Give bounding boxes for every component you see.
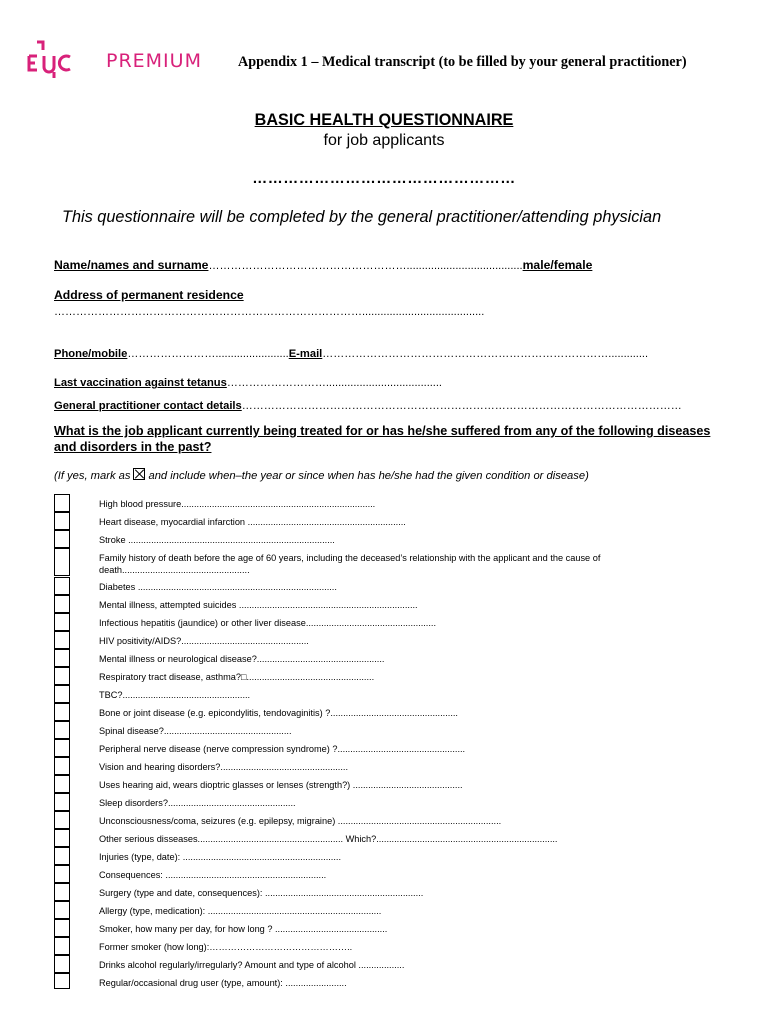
condition-checkbox[interactable] (54, 577, 70, 595)
email-dots: ……………………………………………………………………............. (322, 348, 649, 360)
condition-checkbox[interactable] (54, 548, 70, 576)
logo-text: PREMIUM (106, 50, 202, 72)
mark-instruction (54, 468, 589, 482)
condition-label: Smoker, how many per day, for how long ? ............................................ (99, 924, 388, 934)
condition-label: Vision and hearing disorders?.................................................. (99, 762, 349, 772)
condition-label: Stroke ................................................................................. (99, 535, 335, 545)
condition-label: Other serious disseases......................................................... Which?....................................................................... (99, 834, 558, 844)
condition-label: Infectious hepatitis (jaundice) or other liver disease................................................... (99, 618, 437, 628)
page-title: BASIC HEALTH QUESTIONNAIRE (254, 111, 514, 129)
gp-label: General practitioner contact details (54, 400, 242, 412)
condition-checkbox[interactable] (54, 649, 70, 667)
condition-label: Unconsciousness/coma, seizures (e.g. epilepsy, migraine) ................................................................ (99, 816, 502, 826)
tetanus-dots: ………………………...................................... (226, 377, 442, 389)
condition-checkbox[interactable] (54, 494, 70, 512)
disease-question: What is the job applicant currently being treated for or has he/she suffered from any of the following diseases and disorders in the past? (54, 424, 711, 454)
appendix-title: Appendix 1 – Medical transcript (to be filled by your general practitioner) (238, 54, 687, 70)
condition-checkbox[interactable] (54, 613, 70, 631)
condition-label: Former smoker (how long):……………………………………….. (99, 942, 353, 952)
condition-checkbox[interactable] (54, 847, 70, 865)
condition-label: Allergy (type, medication): .................................................................... (99, 906, 382, 916)
condition-label: Uses hearing aid, wears dioptric glasses or lenses (strength?) ........................................... (99, 780, 463, 790)
completion-note: This questionnaire will be completed by the general practitioner/attending physician (62, 208, 662, 226)
condition-checkbox[interactable] (54, 721, 70, 739)
condition-checkbox[interactable] (54, 703, 70, 721)
condition-checkbox[interactable] (54, 530, 70, 548)
name-dots: ………………………………………………...................................... (208, 260, 523, 272)
condition-checkbox[interactable] (54, 901, 70, 919)
condition-label: Spinal disease?.................................................. (99, 726, 292, 736)
condition-label: Bone or joint disease (e.g. epicondylitis, tendovaginitis) ?.................................................. (99, 708, 458, 718)
contact-row[interactable] (54, 348, 648, 360)
tetanus-field[interactable] (54, 377, 442, 389)
condition-label: TBC?.................................................. (99, 690, 251, 700)
condition-label: Surgery (type and date, consequences): .............................................................. (99, 888, 424, 898)
condition-checkbox[interactable] (54, 739, 70, 757)
condition-label: Diabetes .............................................................................. (99, 582, 337, 592)
condition-checkbox[interactable] (54, 685, 70, 703)
tetanus-label: Last vaccination against tetanus (54, 377, 227, 389)
condition-label: Heart disease, myocardial infarction .............................................................. (99, 517, 406, 527)
condition-label: Respiratory tract disease, asthma?□.................................................. (99, 672, 375, 682)
condition-checkbox[interactable] (54, 955, 70, 973)
address-label: Address of permanent residence (54, 288, 244, 302)
condition-checkbox[interactable] (54, 757, 70, 775)
condition-label: Peripheral nerve disease (nerve compression syndrome) ?.................................................. (99, 744, 466, 754)
condition-checkbox[interactable] (54, 595, 70, 613)
name-field[interactable] (54, 258, 592, 272)
euc-logo-icon (26, 40, 100, 80)
condition-checkbox[interactable] (54, 775, 70, 793)
condition-checkbox[interactable] (54, 512, 70, 530)
condition-label: Drinks alcohol regularly/irregularly? Amount and type of alcohol .................. (99, 960, 405, 970)
title-dots: …………………………………………… (252, 170, 516, 187)
condition-label: Regular/occasional drug user (type, amount): ........................ (99, 978, 347, 988)
phone-dots: ……………………........................ (127, 348, 289, 360)
condition-checkbox[interactable] (54, 829, 70, 847)
condition-label: Injuries (type, date): .............................................................. (99, 852, 342, 862)
instruction-start: (If yes, mark as (54, 470, 131, 482)
condition-checkbox[interactable] (54, 865, 70, 883)
condition-checkbox[interactable] (54, 919, 70, 937)
condition-checkbox[interactable] (54, 883, 70, 901)
name-label: Name/names and surname (54, 258, 209, 272)
condition-checkbox[interactable] (54, 667, 70, 685)
logo (26, 40, 202, 80)
condition-label: High blood pressure............................................................................ (99, 499, 376, 509)
gp-dots: ………………………………………………………………………………………………………… (241, 400, 682, 412)
condition-checkbox[interactable] (54, 937, 70, 955)
address-dots: …………………………………………………………………………........................................ (54, 306, 485, 318)
condition-checkbox[interactable] (54, 793, 70, 811)
address-label-row (54, 288, 244, 302)
address-field[interactable] (54, 306, 484, 318)
gender-label: male/female (522, 258, 593, 272)
phone-label: Phone/mobile (54, 348, 128, 360)
gp-field[interactable] (54, 400, 682, 412)
email-label: E-mail (288, 348, 323, 360)
condition-checkbox[interactable] (54, 631, 70, 649)
condition-label: Mental illness, attempted suicides ...................................................................... (99, 600, 418, 610)
x-mark-icon (133, 468, 145, 480)
condition-label: Consequences: ............................................................... (99, 870, 327, 880)
condition-checkbox[interactable] (54, 811, 70, 829)
condition-label: HIV positivity/AIDS?.................................................. (99, 636, 309, 646)
condition-label: Family history of death before the age of 60 years, including the deceased’s relationship with the applicant and the cause of death.................................................. (99, 553, 601, 575)
page-subtitle: for job applicants (323, 132, 445, 149)
condition-label: Mental illness or neurological disease?.................................................. (99, 654, 385, 664)
condition-checkbox[interactable] (54, 973, 70, 989)
condition-label: Sleep disorders?.................................................. (99, 798, 296, 808)
instruction-end: and include when–the year or since when has he/she had the given condition or disease) (148, 470, 589, 482)
